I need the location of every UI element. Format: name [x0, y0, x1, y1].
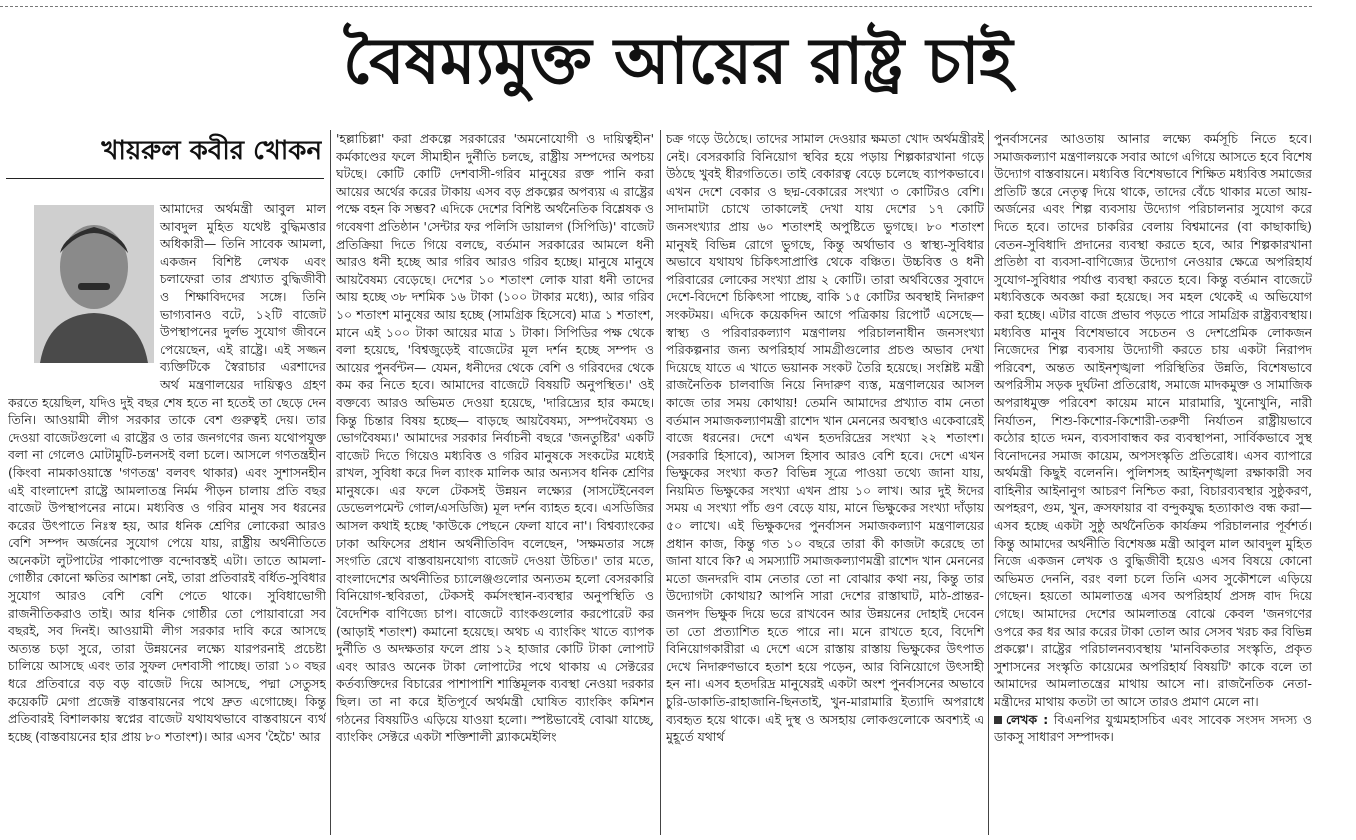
byline-rule: [6, 178, 324, 179]
article-column-1: [8, 200, 326, 835]
author-note-label: লেখক :: [1006, 711, 1049, 727]
author-note: [994, 711, 1312, 746]
article-column-4: [994, 130, 1312, 835]
article-column-3: [666, 130, 984, 835]
column-divider: [988, 130, 989, 835]
headline: বৈষম্যমুক্ত আয়ের রাষ্ট্র চাই: [343, 25, 1013, 99]
byline: খায়রুল কবীর খোকন: [101, 136, 322, 166]
column-text: পুনর্বাসনের আওতায় আনার লক্ষ্যে কর্মসূচি নিতে হবে। সমাজকল্যাণ মন্ত্রণালয়কে সবার আগে এগিয়ে আসতে হবে বিশেষ উদ্যোগ বাস্তবায়নে। মধ্যবিত্ত বিশেষভাবে শিক্ষিত মধ্যবিত্ত সমাজের প্রতিটি স্তরে নেতৃত্ব দিয়ে থাকে, তাদের বেঁচে থাকার মতো আয়-অর্জনের এবং শিল্প ব্যবসায় উদ্যোগ পরিচালনার সুযোগ করে দিতে হবে। তাদের চাকরির বেলায় বিশ্বমানের (বা কাছাকাছি) বেতন-সুবিধাদি প্রদানের ব্যবস্থা করতে হবে, আর শিল্পকারখানা প্রতিষ্ঠা বা ব্যবসা-বাণিজ্যের উদ্যোগ নেওয়ার ক্ষেত্রে অপরিহার্য সুযোগ-সুবিধার পর্যাপ্ত ব্যবস্থা করতে হবে। কিন্তু বর্তমান বাজেটে মধ্যবিত্তকে অবজ্ঞা করা হয়েছে। সব মহল থেকেই এ অভিযোগ করা হচ্ছে। এটার বাজে প্রভাব পড়তে পারে সামগ্রিক রাষ্ট্রব্যবস্থায়। মধ্যবিত্ত মানুষ বিশেষভাবে সচেতন ও দেশপ্রেমিক লোকজন নিজেদের শিল্প ব্যবসায় উদ্যোগী করতে চায় একটা নিরাপদ পরিবেশ, অন্তত আইনশৃঙ্খলা পরিস্থিতির উন্নতি, বিশেষভাবে অপরিসীম সড়ক দুর্ঘটনা প্রতিরোধ, সমাজে মাদকমুক্ত ও সামাজিক অপরাধমুক্ত পরিবেশ কায়েম মানে মারামারি, খুনোখুনি, নারী নির্যাতন, শিশু-কিশোর-কিশোরী-তরুণী নির্যাতন রাষ্ট্রীয়ভাবে কঠোর হাতে দমন, ব্যবসাবান্ধব কর ব্যবস্থাপনা, সার্বিকভাবে সুস্থ বিনোদনের সমাজ কায়েম, অপসংস্কৃতি প্রতিরোধ। এসব ব্যাপারে অর্থমন্ত্রী কিছুই বলেননি। পুলিশসহ আইনশৃঙ্খলা রক্ষাকারী সব বাহিনীর আইনানুগ আচরণ নিশ্চিত করা, বিচারব্যবস্থার সুষ্ঠুকরণ, অপহরণ, গুম, খুন, ক্রসফায়ার বা বন্দুকযুদ্ধ হত্যাকাণ্ড বন্ধ করা— এসব হচ্ছে একটা সুষ্ঠু অর্থনৈতিক কার্যক্রম পরিচালনার পূর্বশর্ত। কিন্তু আমাদের অর্থনীতি বিশেষজ্ঞ মন্ত্রী আবুল মাল আবদুল মুহিত নিজে একজন লেখক ও বুদ্ধিজীবী হয়েও এসব বিষয়ে কোনো অভিমত দেননি, বরং বলা চলে তিনি এসব সুকৌশলে এড়িয়ে গেছেন। হয়তো আমলাতন্ত্র এসব অপরিহার্য প্রসঙ্গ বাদ দিয়ে গেছে। আমাদের দেশের আমলাতন্ত্র বোঝে কেবল 'জনগণের ওপরে কর ধর আর করের টাকা তোল আর সেসব খরচ কর বিভিন্ন প্রকল্পে'। রাষ্ট্রের পরিচালনব্যবস্থায় 'মানবিকতার সংস্কৃতি, প্রকৃত সুশাসনের সংস্কৃতি কায়েমের অপরিহার্য বিষয়টি' কাকে বলে তা আমাদের আমলাতন্ত্রের মাথায় আসে না। রাজনৈতিক নেতা-মন্ত্রীদের মাথায় কতটা তা আসে তারও প্রমাণ মেলে না।: [994, 131, 1312, 709]
column-text: আমাদের অর্থমন্ত্রী আবুল মাল আবদুল মুহিত যথেষ্ট বুদ্ধিমত্তার অধিকারী— তিনি সাবেক আমলা, একজন বিশিষ্ট লেখক এবং চলাফেরা তার প্রখ্যাত বুদ্ধিজীবী ও শিক্ষাবিদদের সঙ্গে। তিনি ভাগ্যবানও বটে, ১২টি বাজেট উপস্থাপনের দুর্লভ সুযোগ জীবনে পেয়েছেন, এই রাষ্ট্রে। এই সজ্জন ব্যক্তিটিকে স্বৈরাচার এরশাদের অর্থ মন্ত্রণালয়ের দায়িত্বও গ্রহণ করতে হয়েছিল, যদিও দুই বছর শেষ হতে না হতেই তা ছেড়ে দেন তিনি। আওয়ামী লীগ সরকার তাকে বেশ গুরুত্বই দেয়। তার দেওয়া বাজেটগুলো এ রাষ্ট্রের ও তার জনগণের জন্য যথোপযুক্ত বলা না গেলেও মোটামুটি-চলনসই বলা চলে। আসলে গণতন্ত্রহীন (কিংবা নামকাওয়াস্তে 'গণতন্ত্র' বলবৎ থাকার) এবং সুশাসনহীন এই বাংলাদেশ রাষ্ট্রে আমলাতন্ত্র নির্মম পীড়ন চালায় প্রতি বছর বাজেট উপস্থাপনের নামে। মধ্যবিত্ত ও গরিব মানুষ সব ধরনের করের উৎপাতে নিঃস্ব হয়, আর ধনিক শ্রেণির লোকেরা আরও বেশি সম্পদ অর্জনের সুযোগ পেয়ে যায়, রাষ্ট্রীয় অর্থনীতিতে অনেকটা লুটপাটের পাকাপোক্ত বন্দোবস্তই এটা। তাতে আমলা-গোষ্ঠীর কোনো ক্ষতির আশঙ্কা নেই, তারা প্রতিবারই বর্ধিত-সুবিধার সুযোগ আরও বেশি বেশি পেতে থাকে। সুবিধাভোগী রাজনীতিকরাও তাই। আর ধনিক গোষ্ঠীর তো পোয়াবারো সব বছরই, সব দিনই। আওয়ামী লীগ সরকার দাবি করে আসছে অত্যন্ত চড়া সুরে, তারা উন্নয়নের লক্ষ্যে যারপরনাই প্রচেষ্টা চালিয়ে আসছে এবং তার সুফল দেশবাসী পাচ্ছে। তারা ১০ বছর ধরে প্রতিবারে বড় বড় বাজেট দিয়ে আসছে, পদ্মা সেতুসহ কয়েকটি মেগা প্রজেক্ট বাস্তবায়নের পথে দ্রুত এগোচ্ছে। কিন্তু প্রতিবারই বিশালকায় স্বপ্নের বাজেট যথাযথভাবে বাস্তবায়নে ব্যর্থ হচ্ছে (বাস্তবায়নের হার প্রায় ৮০ শতাংশ)। আর এসব 'হৈচৈ' আর: [8, 201, 326, 744]
author-note-text: বিএনপির যুগ্মমহাসচিব এবং সাবেক সংসদ সদস্য ও ডাকসু সাধারণ সম্পাদক।: [994, 711, 1312, 745]
column-text: চক্র গড়ে উঠেছে। তাদের সামাল দেওয়ার ক্ষমতা খোদ অর্থমন্ত্রীরই নেই। বেসরকারি বিনিয়োগ স্থবির হয়ে পড়ায় শিল্পকারখানা গড়ে উঠছে খুবই ধীরগতিতে। তাই বেকারত্ব বেড়ে চলেছে ব্যাপকভাবে। এখন দেশে বেকার ও ছদ্ম-বেকারের সংখ্যা ৩ কোটিরও বেশি। সাদামাটা চোখে তাকালেই দেখা যায় দেশের ১৭ কোটি জনসংখ্যার প্রায় ৬০ শতাংশই অপুষ্টিতে ভুগছে। ৮০ শতাংশ মানুষই বিভিন্ন রোগে ভুগছে, কিন্তু অর্থাভাব ও স্বাস্থ্য-সুবিধার অভাবে যথাযথ চিকিৎসাপ্রাপ্তি থেকে বঞ্চিত। উচ্চবিত্ত ও ধনী পরিবারের লোকের সংখ্যা প্রায় ২ কোটি। তারা অর্থবিত্তের সুবাদে দেশে-বিদেশে চিকিৎসা পাচ্ছে, বাকি ১৫ কোটির অবস্থাই নিদারুণ সংকটময়। এদিকে কয়েকদিন আগে পত্রিকায় রিপোর্ট এসেছে— স্বাস্থ্য ও পরিবারকল্যাণ মন্ত্রণালয় পরিচালনাধীন জনসংখ্যা পরিকল্পনার জন্য অপরিহার্য সামগ্রীগুলোর প্রচণ্ড অভাব দেখা দিয়েছে যাতে এ খাতে ভয়ানক সংকট তৈরি হয়েছে। সংশ্লিষ্ট মন্ত্রী রাজনৈতিক চালবাজি নিয়ে নিদারুণ ব্যস্ত, মন্ত্রণালয়ের আসল কাজে তার সময় কোথায়! তেমনি আমাদের প্রখ্যাত বাম নেতা বর্তমান সমাজকল্যাণমন্ত্রী রাশেদ খান মেননের অবস্থাও একেবারেই বাজে ধরনের। দেশে এখন হতদরিদ্রের সংখ্যা ২২ শতাংশ। (সরকারি হিসাবে), আসল হিসাব আরও বেশি হবে। দেশে এখন ভিক্ষুকের সংখ্যা কত? বিভিন্ন সূত্রে পাওয়া তথ্যে জানা যায়, নিয়মিত ভিক্ষুকের সংখ্যা এখন প্রায় ১০ লাখ। আর দুই ঈদের সময় এ সংখ্যা পাঁচ গুণ বেড়ে যায়, মানে ভিক্ষুকের সংখ্যা দাঁড়ায় ৫০ লাখে। এই ভিক্ষুকদের পুনর্বাসন সমাজকল্যাণ মন্ত্রণালয়ের প্রধান কাজ, কিন্তু গত ১০ বছরে তারা কী কাজটা করেছে তা জানা যাবে কি? এ সমস্যাটি সমাজকল্যাণমন্ত্রী রাশেদ খান মেননের মতো জনদরদি বাম নেতার তো না বোঝার কথা নয়, কিন্তু তার উদ্যোগটা কোথায়? আপনি সারা দেশের রাস্তাঘাট, মাঠ-প্রান্তর-জনপদ ভিক্ষুক দিয়ে ভরে রাখবেন আর উন্নয়নের দোহাই দেবেন তা তো প্রত্যাশিত হতে পারে না। মনে রাখতে হবে, বিদেশি বিনিয়োগকারীরা এ দেশে এসে রাস্তায় রাস্তায় ভিক্ষুকের উৎপাত দেখে নিদারুণভাবে হতাশ হয়ে পড়েন, আর বিনিয়োগে উৎসাহী হন না। এসব হতদরিদ্র মানুষেরই একটা অংশ পুনর্বাসনের অভাবে চুরি-ডাকাতি-রাহাজানি-ছিনতাই, খুন-মারামারি ইত্যাদি অপরাধে ব্যবহৃত হয়ে থাকে। এই দুস্থ ও অসহায় লোকগুলোকে অবশ্যই এ মুহূর্তে যথার্থ: [666, 131, 984, 745]
bullet-square-icon: [994, 716, 1002, 724]
column-divider: [660, 130, 661, 835]
column-text: 'হল্লাচিল্লা' করা প্রকল্পে সরকারের 'অমনোযোগী ও দায়িত্বহীন' কর্মকাণ্ডের ফলে সীমাহীন দুর্নীতি চলছে, রাষ্ট্রীয় সম্পদের অপচয় ঘটছে। কোটি কোটি দেশবাসী-গরিব মানুষের রক্ত পানি করা আয়ের অর্থের করের টাকায় এসব বড় প্রকল্পের অপব্যয় এ রাষ্ট্রের পক্ষে বহন কি সম্ভব? এদিকে দেশের বিশিষ্ট অর্থনৈতিক বিশ্লেষক ও গবেষণা প্রতিষ্ঠান 'সেন্টার ফর পলিসি ডায়ালগ (সিপিডি)' বাজেট প্রতিক্রিয়া দিতে গিয়ে বলছে, বর্তমান সরকারের আমলে ধনী আরও ধনী হচ্ছে আর গরিব আরও গরিব হচ্ছে। মানুষে মানুষে আয়বৈষম্য বেড়েছে। দেশের ১০ শতাংশ লোক যারা ধনী তাদের আয় হচ্ছে ৩৮ দশমিক ১৬ টাকা (১০০ টাকার মধ্যে), আর গরিব ১০ শতাংশ মানুষের আয় হচ্ছে (সামগ্রিক হিসেবে) মাত্র ১ শতাংশ, মানে এই ১০০ টাকা আয়ের মাত্র ১ টাকা। সিপিডির পক্ষ থেকে বলা হয়েছে, 'বিশ্বজুড়েই বাজেটের মূল দর্শন হচ্ছে সম্পদ ও আয়ের পুনর্বন্টন— যেমন, ধনীদের থেকে বেশি ও গরিবদের থেকে কম কর নিতে হবে। আমাদের বাজেটে বিষয়টি অনুপস্থিত।' ওই বক্তব্যে আরও অভিমত দেওয়া হয়েছে, 'দারিদ্র্যের হার কমছে। কিন্তু চিন্তার বিষয় হচ্ছে— বাড়ছে আয়বৈষম্য, সম্পদবৈষম্য ও ভোগবৈষম্য।' আমাদের সরকার নির্বাচনী বছরে 'জনতুষ্টির' একটি বাজেট দিতে গিয়েও মধ্যবিত্ত ও গরিব মানুষকে সংকটের মধ্যেই রাখল, সুবিধা করে দিল ব্যাংক মালিক আর অন্যসব ধনিক শ্রেণির মানুষকে। এর ফলে টেকসই উন্নয়ন লক্ষ্যের (সাসটেইনেবল ডেভেলপমেন্ট গোল/এসডিজি) মূল দর্শন ব্যাহত হবে। এসডিজির আসল কথাই হচ্ছে 'কাউকে পেছনে ফেলা যাবে না'। বিশ্বব্যাংকের ঢাকা অফিসের প্রধান অর্থনীতিবিদ বলেছেন, 'সক্ষমতার সঙ্গে সংগতি রেখে বাস্তবায়নযোগ্য বাজেট দেওয়া উচিত।' তার মতে, বাংলাদেশের অর্থনীতির চ্যালেঞ্জগুলোর অন্যতম হলো বেসরকারি বিনিয়োগ-স্থবিরতা, টেকসই কর্মসংস্থান-ব্যবস্থার অনুপস্থিতি ও বৈদেশিক বাণিজ্যে চাপ। বাজেটে ব্যাংকগুলোর করপোরেট কর (আড়াই শতাংশ) কমানো হয়েছে। অথচ এ ব্যাংকিং খাতে ব্যাপক দুর্নীতি ও অদক্ষতার ফলে প্রায় ১২ হাজার কোটি টাকা লোপাট এবং আরও অনেক টাকা লোপাটের পথে থাকায় এ সেক্টরের কর্তব্যক্তিদের বিচারের পাশাপাশি শাস্তিমূলক ব্যবস্থা নেওয়া দরকার ছিল। তা না করে ইতিপূর্বে অর্থমন্ত্রী ঘোষিত ব্যাংকিং কমিশন গঠনের বিষয়টিও এড়িয়ে যাওয়া হলো। স্পষ্টভাবেই বোঝা যাচ্ছে, ব্যাংকিং সেক্টরে একটা শক্তিশালী ব্ল্যাকমেইলিং: [336, 131, 654, 745]
top-dashed-rule: [0, 6, 1312, 7]
article-column-2: [336, 130, 654, 835]
photo-space: [8, 200, 160, 378]
column-divider: [330, 130, 331, 835]
